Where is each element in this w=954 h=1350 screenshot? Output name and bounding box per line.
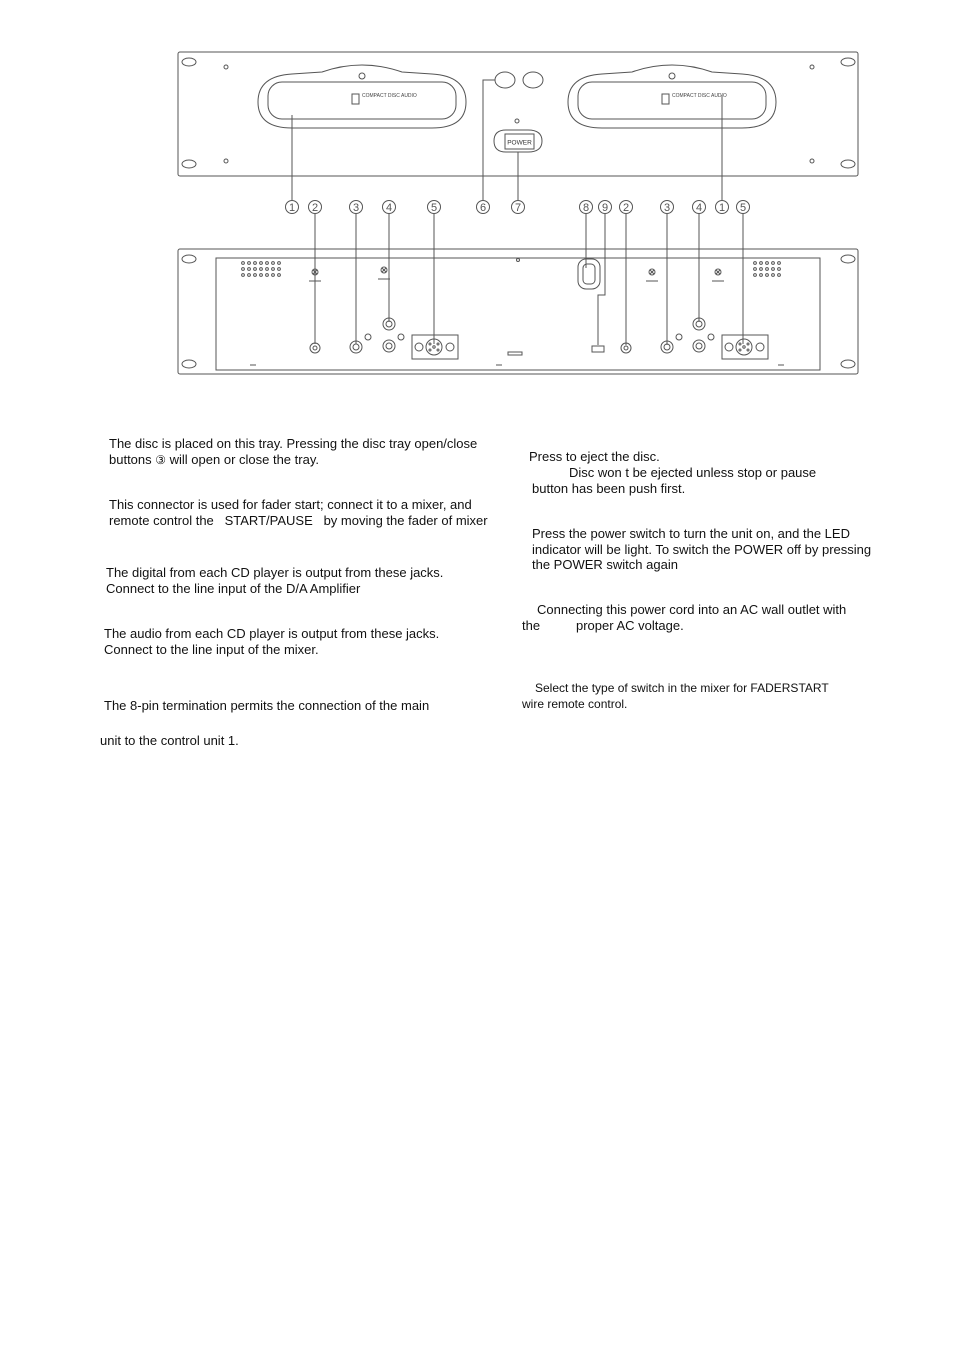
power-switch-line3: the POWER switch again: [532, 557, 678, 572]
left-disc-tray: [258, 65, 466, 128]
front-rear-panel-diagram: [0, 0, 954, 400]
callout-2: 2: [311, 202, 319, 214]
faderstart-select-line2: wire remote control.: [522, 697, 628, 711]
digital-out-line1: The digital from each CD player is output from these jacks.: [106, 565, 444, 580]
eject-line2: Disc won t be ejected unless stop or pause: [569, 465, 817, 480]
power-switch-line2: indicator will be light. To switch the POWER off by pressing: [532, 542, 872, 557]
power-button-label: POWER: [507, 139, 532, 147]
callout-5: 5: [430, 202, 438, 214]
faderstart-select-switch[interactable]: [592, 346, 604, 352]
eject-button-right[interactable]: [523, 72, 543, 88]
right-disc-tray: [568, 65, 776, 128]
digital-out-line2: Connect to the line input of the D/A Amplifier: [106, 581, 361, 596]
callout-5-right: 5: [739, 202, 747, 214]
callout-4: 4: [385, 202, 393, 214]
vent-grid-left: [242, 262, 281, 277]
audio-out-line2: Connect to the line input of the mixer.: [104, 642, 319, 657]
faderstart-select-line1: Select the type of switch in the mixer for FADERSTART: [535, 681, 829, 695]
audio-out-jacks-right[interactable]: [693, 318, 705, 352]
fader-connector-line1: This connector is used for fader start; connect it to a mixer, and: [109, 497, 472, 512]
callout-9: 9: [601, 202, 609, 214]
eject-button-left[interactable]: [495, 72, 515, 88]
tray-desc-line2: [109, 452, 319, 468]
power-cord-line2a: the: [522, 618, 541, 633]
audio-out-line1: The audio from each CD player is output from these jacks.: [104, 626, 440, 641]
tray-logo-text: COMPACT DISC AUDIO: [362, 93, 417, 99]
power-switch[interactable]: [494, 130, 542, 152]
power-cord-inlet[interactable]: [578, 259, 600, 289]
callout-3-right: 3: [663, 202, 671, 214]
callout-6: 6: [479, 202, 487, 214]
tray-desc-line2-a: buttons: [109, 452, 156, 467]
8-pin-connector-right[interactable]: [722, 335, 768, 359]
power-led: [515, 119, 519, 123]
fader-start-jack-left[interactable]: [310, 343, 320, 353]
eject-line3: button has been push first.: [532, 481, 686, 496]
callout-4-right: 4: [695, 202, 703, 214]
pin-termination-line2: unit to the control unit 1.: [100, 733, 239, 748]
rear-panel: [178, 249, 858, 374]
tray-desc-line1: The disc is placed on this tray. Pressing the disc tray open/close: [109, 436, 478, 451]
callout-1: 1: [288, 202, 296, 214]
callout-3: 3: [352, 202, 360, 214]
power-switch-line1: Press the power switch to turn the unit on, and the LED: [532, 526, 850, 541]
callout-7: 7: [514, 202, 522, 214]
8-pin-connector-left[interactable]: [412, 335, 458, 359]
fader-connector-line2: remote control the START/PAUSE by moving the fader of mixer: [109, 513, 488, 528]
pin-termination-line1: The 8-pin termination permits the connection of the main: [104, 698, 430, 713]
callout-8: 8: [582, 202, 590, 214]
callout-2-right: 2: [622, 202, 630, 214]
vent-grid-right: [754, 262, 781, 277]
tray-logo-text-right: COMPACT DISC AUDIO: [672, 93, 727, 99]
audio-out-jacks-left[interactable]: [383, 318, 395, 352]
eject-line1: Press to eject the disc.: [529, 449, 660, 464]
callout-1-right: 1: [718, 202, 726, 214]
tray-button-ref: ③: [155, 453, 167, 467]
power-cord-line1: Connecting this power cord into an AC wall outlet with: [537, 602, 847, 617]
tray-desc-line2-b: will open or close the tray.: [166, 452, 319, 467]
power-cord-line2b: proper AC voltage.: [576, 618, 684, 633]
